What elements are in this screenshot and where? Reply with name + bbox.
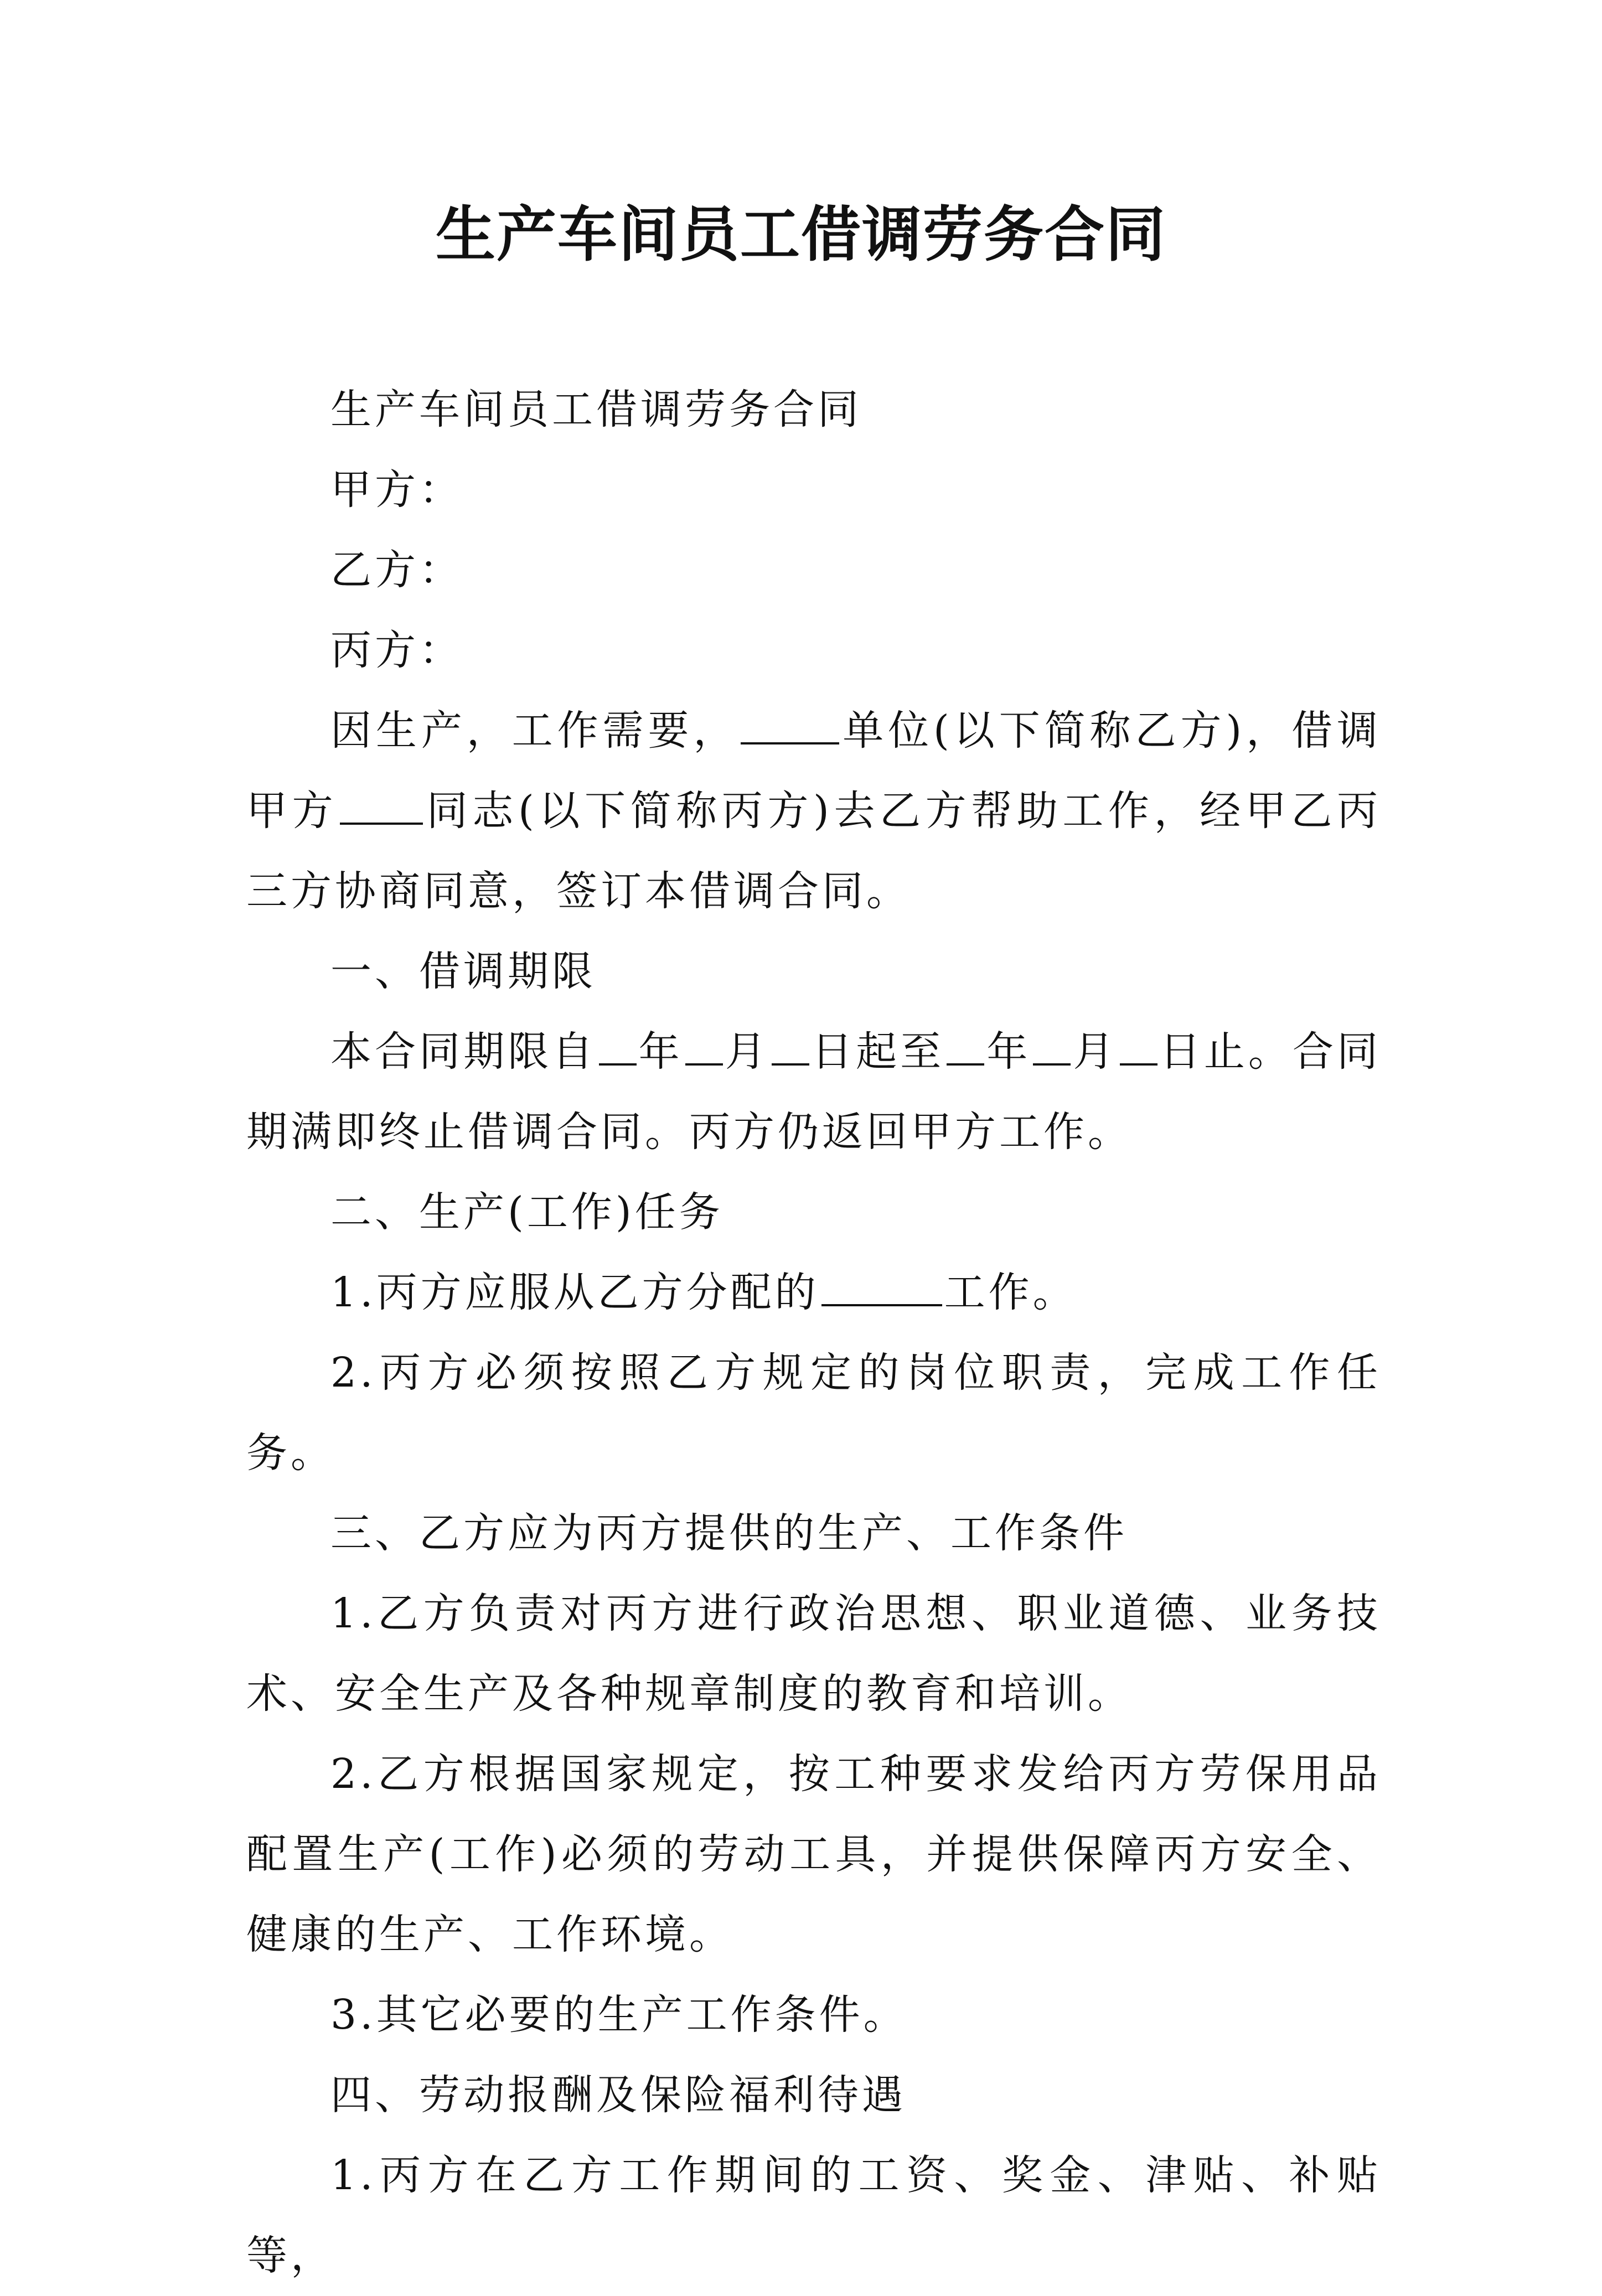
- section-1-heading: 一、借调期限: [330, 948, 596, 995]
- blank-employee-name: [340, 784, 423, 825]
- section-2-item-2: 2.丙方必须按照乙方规定的岗位职责，完成工作任务。: [246, 1349, 1381, 1477]
- section-4-item-1: 1.丙方在乙方工作期间的工资、奖金、津贴、补贴等，: [246, 2152, 1381, 2279]
- section-2-item-1: [246, 1253, 1381, 1333]
- section-3-heading: 三、乙方应为丙方提供的生产、工作条件: [330, 1509, 1128, 1557]
- term-text-start: 本合同期限自: [330, 1028, 597, 1075]
- document-body: [246, 370, 1381, 2296]
- intro-text-1: 因生产，工作需要，: [330, 707, 739, 754]
- blank-end-month: [1033, 1025, 1071, 1066]
- term-day-label: 日起至: [811, 1028, 945, 1075]
- blank-start-month: [685, 1025, 723, 1066]
- section-1-term: [246, 1012, 1381, 1172]
- section-3-item-1: 1.乙方负责对丙方进行政治思想、职业道德、业务技术、安全生产及各种规章制度的教育和培训。: [246, 1590, 1381, 1718]
- intro-text-3: 同志(以下简称丙方)去乙方帮助工作，经甲乙丙三方协商同意，签订本借调合同。: [246, 787, 1381, 915]
- section-4-heading: 四、劳动报酬及保险福利待遇: [330, 2071, 906, 2119]
- section-3-item-2: 2.乙方根据国家规定，按工种要求发给丙方劳保用品配置生产(工作)必须的劳动工具，并提供保障丙方安全、健康的生产、工作环境。: [246, 1750, 1381, 1958]
- blank-start-year: [599, 1025, 637, 1066]
- party-b-line: 乙方：: [330, 546, 463, 594]
- term-text-end: 日止。合同期满即终止借调合同。丙方仍返回甲方工作。: [246, 1028, 1382, 1156]
- section-3-item-3: 3.其它必要的生产工作条件。: [330, 1991, 908, 2039]
- term-end-month-label: 月: [1073, 1028, 1118, 1075]
- intro-text-2: 单位(以下简称乙方)，借调甲方: [246, 707, 1382, 835]
- term-end-year-label: 年: [986, 1028, 1031, 1075]
- item-text: 1.丙方应服从乙方分配的: [330, 1269, 819, 1316]
- term-year-label: 年: [638, 1028, 683, 1075]
- term-month-label: 月: [725, 1028, 769, 1075]
- blank-end-year: [947, 1025, 984, 1066]
- party-a-line: 甲方：: [330, 466, 463, 514]
- section-2-heading: 二、生产(工作)任务: [330, 1188, 724, 1236]
- blank-end-day: [1120, 1025, 1157, 1066]
- contract-subtitle: 生产车间员工借调劳务合同: [330, 386, 862, 433]
- intro-paragraph: [246, 691, 1381, 932]
- party-c-line: 丙方：: [330, 627, 463, 674]
- blank-job-title: [821, 1265, 942, 1306]
- blank-start-day: [772, 1025, 809, 1066]
- document-title: 生产车间员工借调劳务合同: [435, 200, 1166, 270]
- item-text-end: 工作。: [944, 1269, 1077, 1316]
- blank-unit-name: [741, 704, 839, 744]
